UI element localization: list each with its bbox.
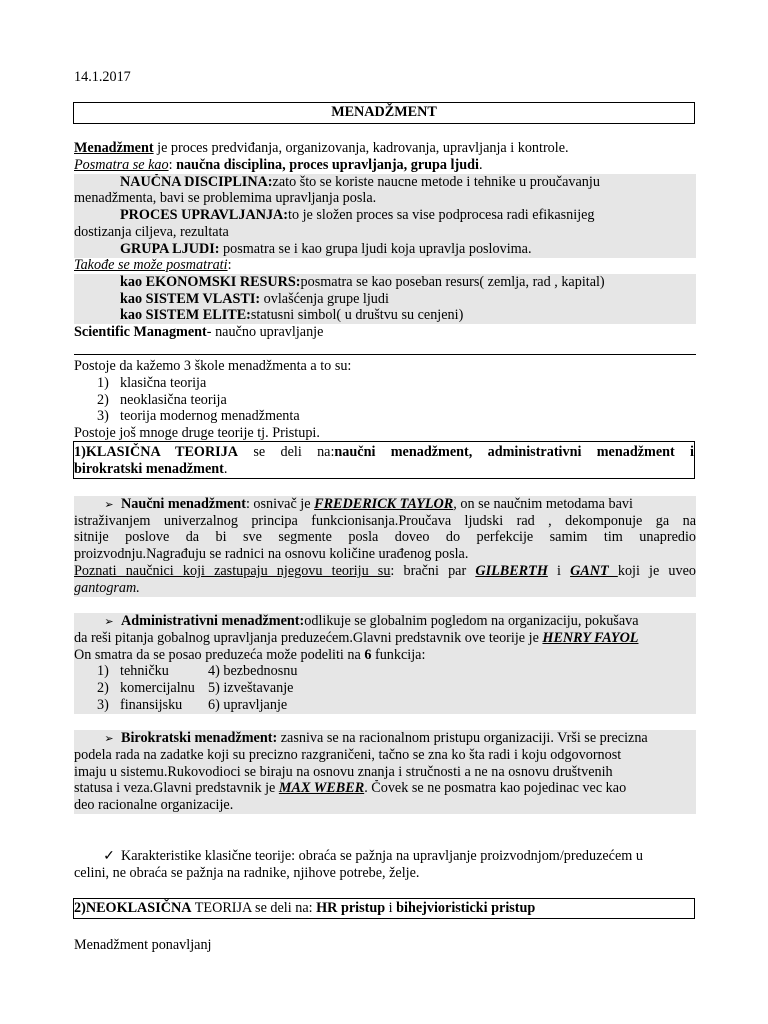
bir-line-1: ➢ Birokratski menadžment: zasniva se na racionalnom pristupu organizaciji. Vrši se precizna (74, 730, 696, 748)
bir-line-4: statusa i veza.Glavni predstavnik je MAX WEBER. Čovek se ne posmatra kao pojedinac vec kao (74, 780, 696, 797)
viewed-as-line: Posmatra se kao: naučna disciplina, proces upravljanja, grupa ljudi. (74, 157, 483, 173)
se-line: kao SISTEM ELITE:statusni simbol( u društvu su cenjeni) (74, 307, 696, 324)
function-item: 3) finansijsku 6) upravljanje (74, 697, 696, 714)
adm-line-2: da reši pitanja gobalnog upravljanja preduzećem.Glavni predstavnik ove teorije je HENRY FAYOL (74, 630, 696, 647)
divider (74, 354, 696, 355)
sm-line: Scientific Managment- naučno upravljanje (74, 324, 324, 340)
list-item: 3) teorija modernog menadžmenta (97, 408, 300, 424)
fayol-name: HENRY FAYOL (542, 630, 639, 646)
footer-text: Menadžment ponavljanj (74, 937, 212, 953)
schools-intro: Postoje da kažemo 3 škole menadžmenta a to su: (74, 358, 352, 374)
checkmark-icon: ✓ (103, 849, 115, 864)
list-item: 2) neoklasična teorija (97, 392, 227, 408)
nd-line-2: menadžmenta, bavi se problemima upravljanja posla. (74, 190, 696, 207)
taylor-name: FREDERICK TAYLOR (314, 496, 454, 512)
sci-line-3: sitnije poslove da bi sve segmente posla doveo do perfekcije samim tim unapredio (74, 529, 696, 545)
arrow-bullet-icon: ➢ (104, 733, 114, 745)
pu-line: PROCES UPRAVLJANJA:to je složen proces sa vise podprocesa radi efikasnijeg (74, 207, 696, 224)
date: 14.1.2017 (74, 69, 131, 85)
function-item: 1) tehničku 4) bezbednosnu (74, 663, 696, 680)
adm-line-1: ➢ Administrativni menadžment:odlikuje se globalnim pogledom na organizaciju, pokušava (74, 613, 696, 631)
pu-line-2: dostizanja ciljeva, rezultata (74, 224, 696, 241)
gl-line: GRUPA LJUDI: posmatra se i kao grupa ljudi koja upravlja poslovima. (74, 241, 696, 258)
char-line-1: ✓ Karakteristike klasične teorije: obraća se pažnja na upravljanje proizvodnjom/preduzećem u (74, 848, 696, 866)
weber-name: MAX WEBER (278, 780, 365, 796)
adm-line-3: On smatra da se posao preduzeća može podeliti na 6 funkcija: (74, 647, 696, 664)
bir-line-5: deo racionalne organizacije. (74, 797, 696, 814)
title-box (73, 102, 695, 124)
neoclassic-box-line: 2)NEOKLASIČNA TEORIJA se deli na: HR pristup i bihejvioristicki pristup (74, 900, 536, 916)
sci-line-2: istraživanjem univerzalnog principa funkcionisanja.Proučava ljudski rad , dekomponuje ga na (74, 513, 696, 529)
neoclassic-theory-box (73, 898, 695, 919)
sci-line-6: gantogram. (74, 580, 696, 597)
also-line: Takođe se može posmatrati: (74, 257, 232, 273)
sci-line-1: ➢ Naučni menadžment: osnivač je FREDERICK TAYLOR, on se naučnim metodama bavi (74, 496, 696, 514)
sci-line-4: proizvodnju.Nagrađuju se radnici na osnovu količine urađenog posla. (74, 546, 696, 563)
term-menadzment: Menadžment (74, 140, 154, 156)
sci-line-5: Poznati naučnici koji zastupaju njegovu teoriju su: bračni par GILBERTH i GANT koji je uveo (74, 563, 696, 579)
classic-theory-box (73, 441, 695, 479)
classic-box-line-1: 1)KLASIČNA TEORIJA se deli na:naučni menadžment, administrativni menadžment i (74, 444, 694, 460)
arrow-bullet-icon: ➢ (104, 499, 114, 511)
function-item: 2) komercijalnu 5) izveštavanje (74, 680, 696, 697)
nd-line: NAUČNA DISCIPLINA:zato što se koriste naucne metode i tehnike u proučavanju (74, 174, 696, 191)
schools-outro: Postoje još mnoge druge teorije tj. Pristupi. (74, 425, 320, 441)
arrow-bullet-icon: ➢ (104, 616, 114, 628)
bir-line-3: imaju u sistemu.Rukovodioci se biraju na osnovu znanja i stručnosti a ne na osnovu društvenih (74, 764, 696, 781)
bir-line-2: podela rada na zadatke koji su precizno razgraničeni, tačno se zna ko šta radi i koju odgovornost (74, 747, 696, 764)
char-line-2: celini, ne obraća se pažnja na radnike, njihove potrebe, želje. (74, 865, 420, 881)
page-title: MENADŽMENT (331, 104, 437, 120)
classic-box-line-2: birokratski menadžment. (74, 460, 228, 477)
intro-line: Menadžment je proces predviđanja, organizovanja, kadrovanja, upravljanja i kontrole. (74, 140, 569, 156)
sv-line: kao SISTEM VLASTI: ovlašćenja grupe ljudi (74, 291, 696, 308)
er-line: kao EKONOMSKI RESURS:posmatra se kao poseban resurs( zemlja, rad , kapital) (74, 274, 696, 291)
list-item: 1) klasična teorija (97, 375, 207, 391)
